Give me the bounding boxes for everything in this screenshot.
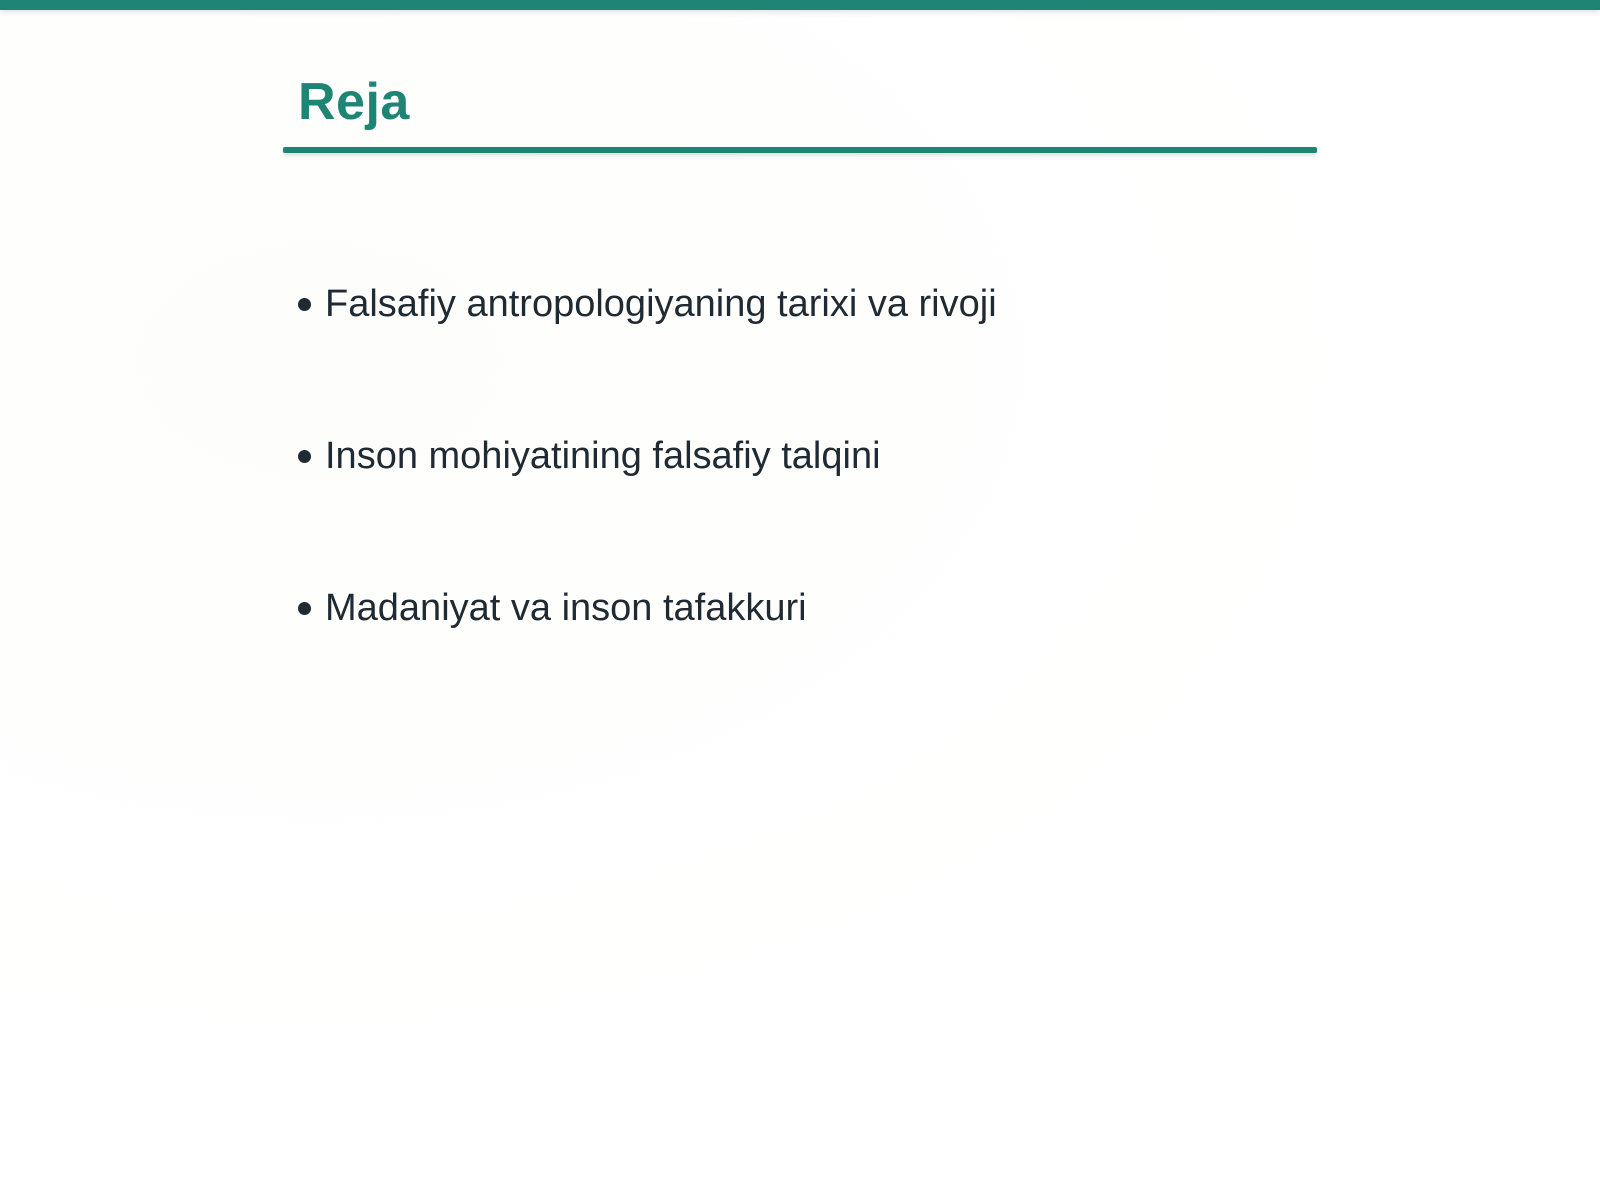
title-underline [283, 147, 1317, 153]
list-item-text: Madaniyat va inson tafakkuri [325, 587, 807, 629]
bullet-dot-icon [298, 602, 311, 615]
list-item-text: Inson mohiyatining falsafiy talqini [325, 435, 881, 477]
top-accent-bar [0, 0, 1600, 10]
list-item [298, 576, 997, 640]
list-item [298, 272, 997, 336]
list-item [298, 424, 997, 488]
slide-title: Reja [298, 73, 410, 131]
bullet-dot-icon [298, 450, 311, 463]
bullet-dot-icon [298, 298, 311, 311]
bullet-list [298, 272, 997, 728]
list-item-text: Falsafiy antropologiyaning tarixi va rivoji [325, 283, 997, 325]
